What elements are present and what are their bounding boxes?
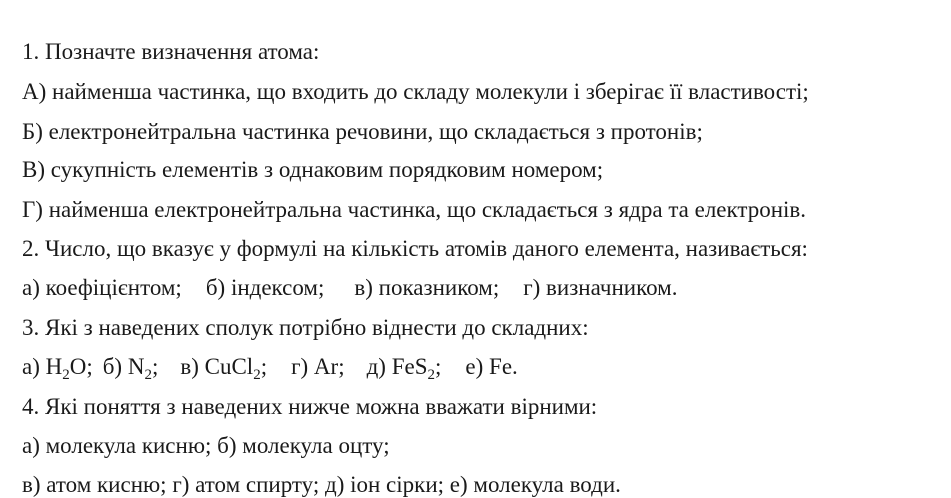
q3-option-b: б) $N_2$; [102,354,159,383]
q2-options [22,276,677,299]
q4-options-line-2: в) атом кисню; г) атом спирту; д) іон сірки; е) молекула води. [22,472,621,497]
q3-option-f: е) Fe. [465,354,518,379]
q2-option-a: а) коефіцієнтом; [22,275,182,300]
q1-option-a: А) найменша частинка, що входить до складу молекули і зберігає її властивості; [22,79,809,104]
q2-option-c: в) показником; [354,275,500,300]
q3-options [22,354,518,383]
q1-option-d: Г) найменша електронейтральна частинка, що складається з ядра та електронів. [22,197,807,222]
q2-option-b: б) індексом; [205,275,325,300]
question-4: 4. Які поняття з наведених нижче можна вважати вірними: [22,394,598,419]
q2-option-d: г) визначником. [523,275,678,300]
question-3: 3. Які з наведених сполук потрібно віднести до складних: [22,315,589,340]
question-1: 1. Позначте визначення атома: [22,39,320,64]
q3-option-c: в) CuCl$_2$; [180,354,268,383]
q3-option-d: г) Ar; [291,354,345,379]
q3-option-a: а) $H_2O$; [22,354,93,383]
question-2: 2. Число, що вказує у формулі на кількість атомів даного елемента, називається: [22,236,808,261]
q1-option-c: В) сукупність елементів з однаковим порядковим номером; [22,157,604,182]
q1-option-b: Б) електронейтральна частинка речовини, що складається з протонів; [22,119,703,144]
q3-option-e: д) FeS$_2$; [366,354,442,383]
q4-options-line-1: а) молекула кисню; б) молекула оцту; [22,433,390,458]
